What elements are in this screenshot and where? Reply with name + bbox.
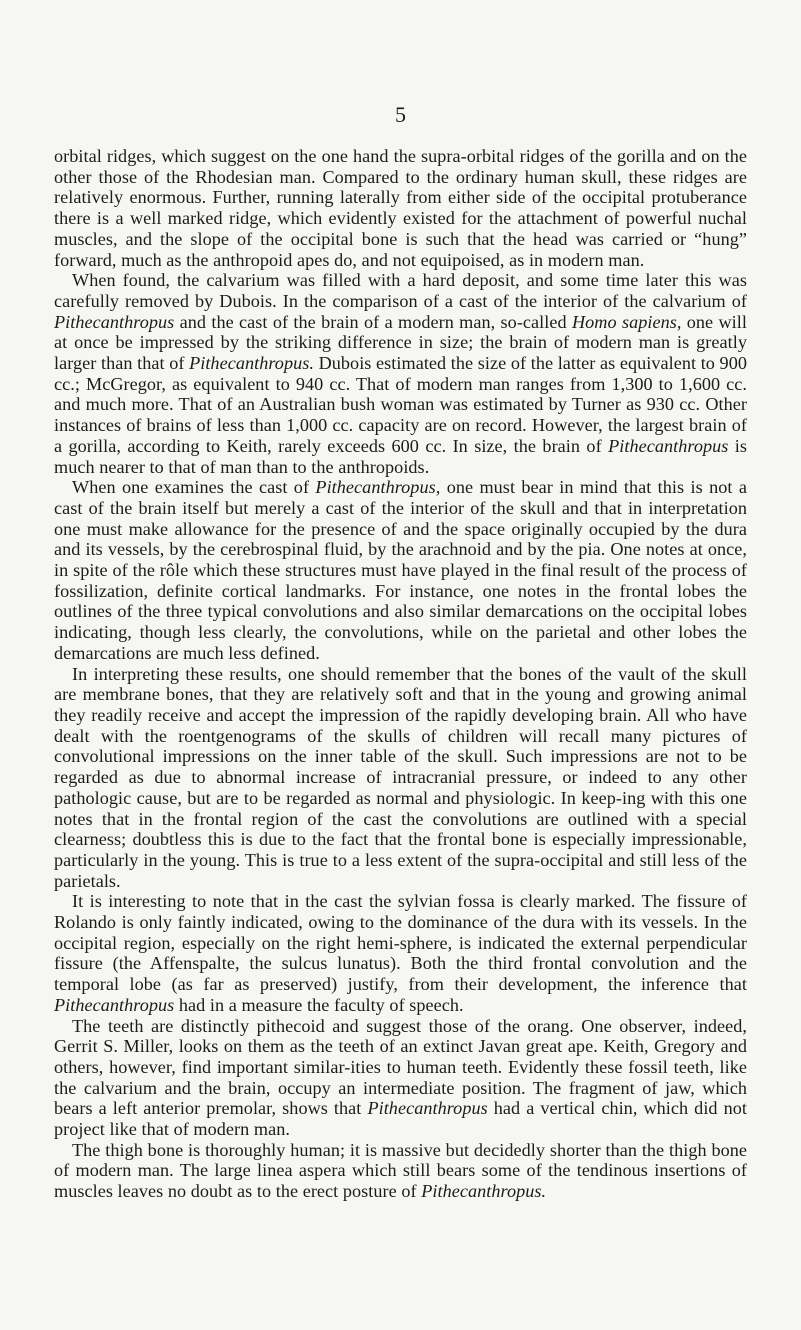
text-run: orbital ridges, which suggest on the one hand the supra-orbital ridges of the gorilla and on the other those of the Rhodesian man. Compared to the ordinary human skull, these ridges are relatively enormous. Further, running laterally from either side of the occipital protuberance there is a well marked ridge, which evidently existed for the attachment of powerful nuchal muscles, and the slope of the occipital bone is such that the head was carried or “hung” forward, much as the anthropoid apes do, and not equipoised, as in modern man. [54, 146, 747, 270]
text-run: When one examines the cast of [72, 477, 316, 498]
text-run: had a vertical chin, which did not project like that of modern man. [54, 1098, 747, 1140]
paragraph [54, 477, 747, 663]
italic-term: Homo sapiens, [571, 311, 682, 332]
paragraph [54, 891, 747, 1015]
paragraph [54, 1140, 747, 1202]
text-run: one must bear in mind that this is not a cast of the brain itself but merely a cast of the interior of the skull and that in interpretation one must make allowance for the presence of and the space originally occupied by the dura and its vessels, by the cerebrospinal fluid, by the arachnoid and by the pia. One notes at once, in spite of the rôle which these structures must have played in the final result of the process of fossilization, definite cortical landmarks. For instance, one notes in the frontal lobes the outlines of the three typical convolutions and also similar demarcations on the occipital lobes indicating, though less clearly, the convolutions, while on the parietal and other lobes the demarcations are much less defined. [54, 477, 747, 663]
paragraph [54, 1016, 747, 1140]
text-run: The thigh bone is thoroughly human; it is massive but decidedly shorter than the thigh bone of modern man. The large linea aspera which still bears some of the tendinous insertions of muscles leaves no doubt as to the erect posture of [54, 1139, 747, 1202]
text-run: When found, the calvarium was filled with a hard deposit, and some time later this was carefully removed by Dubois. In the comparison of a cast of the interior of the calvarium of [54, 270, 747, 311]
text-run: Dubois estimated the size of the latter as equivalent to 900 cc.; McGregor, as equivalent to 940 cc. That of modern man ranges from 1,300 to 1,600 cc. and much more. That of an Australian bush woman was estimated by Turner as 930 cc. Other instances of brains of less than 1,000 cc. capacity are on record. However, the largest brain of a gorilla, according to Keith, rarely exceeds 600 cc. In size, the brain of [54, 353, 747, 456]
text-run: one will at once be impressed by the striking difference in size; the brain of modern man is greatly larger than that of [54, 311, 747, 374]
italic-term: Pithecanthropus. [421, 1181, 547, 1202]
body-text [54, 146, 747, 1202]
italic-term: Pithecanthropus, [315, 477, 441, 498]
italic-term: Pithecanthropus. [189, 353, 314, 374]
italic-term: Pithecanthropus [367, 1098, 488, 1119]
text-run: The teeth are distinctly pithecoid and suggest those of the orang. One observer, indeed, Gerrit S. Miller, looks on them as the teeth of an extinct Javan great ape. Keith, Gregory and others, however, find important similar-ities to human teeth. Evidently these fossil teeth, like the calvarium and the brain, occupy an intermediate position. The fragment of jaw, which bears a left anterior premolar, shows that [54, 1015, 747, 1119]
text-run: In interpreting these results, one should remember that the bones of the vault of the skull are membrane bones, that they are relatively soft and that in the young and growing animal they readily receive and accept the impression of the rapidly developing brain. All who have dealt with the roentgenograms of the skulls of children will recall many pictures of convolutional impressions on the inner table of the skull. Such impressions are not to be regarded as due to abnormal increase of intracranial pressure, or indeed to any other pathologic cause, but are to be regarded as normal and physiologic. In keep-ing with this one notes that in the frontal region of the cast the convolutions are outlined with a special clearness; doubtless this is due to the fact that the frontal bone is especially impressionable, particularly in the young. This is true to a less extent of the supra-occipital and still less of the parietals. [54, 663, 747, 891]
text-run: had in a measure the faculty of speech. [174, 994, 464, 1015]
italic-term: Pithecanthropus [54, 994, 175, 1015]
italic-term: Pithecanthropus [608, 435, 729, 456]
paragraph [54, 664, 747, 892]
page-number: 5 [395, 102, 406, 127]
paragraph [54, 146, 747, 270]
text-run: and the cast of the brain of a modern man, so-called [174, 311, 572, 332]
text-run: is much nearer to that of man than to the anthropoids. [54, 435, 748, 477]
paragraph [54, 270, 747, 477]
text-run: It is interesting to note that in the cast the sylvian fossa is clearly marked. The fissure of Rolando is only faintly indicated, owing to the dominance of the dura with its vessels. In the occipital region, especially on the right hemi-sphere, is indicated the external perpendicular fissure (the Affenspalte, the sulcus lunatus). Both the third frontal convolution and the temporal lobe (as far as preserved) justify, from their development, the inference that [54, 891, 747, 995]
italic-term: Pithecanthropus [54, 311, 175, 332]
